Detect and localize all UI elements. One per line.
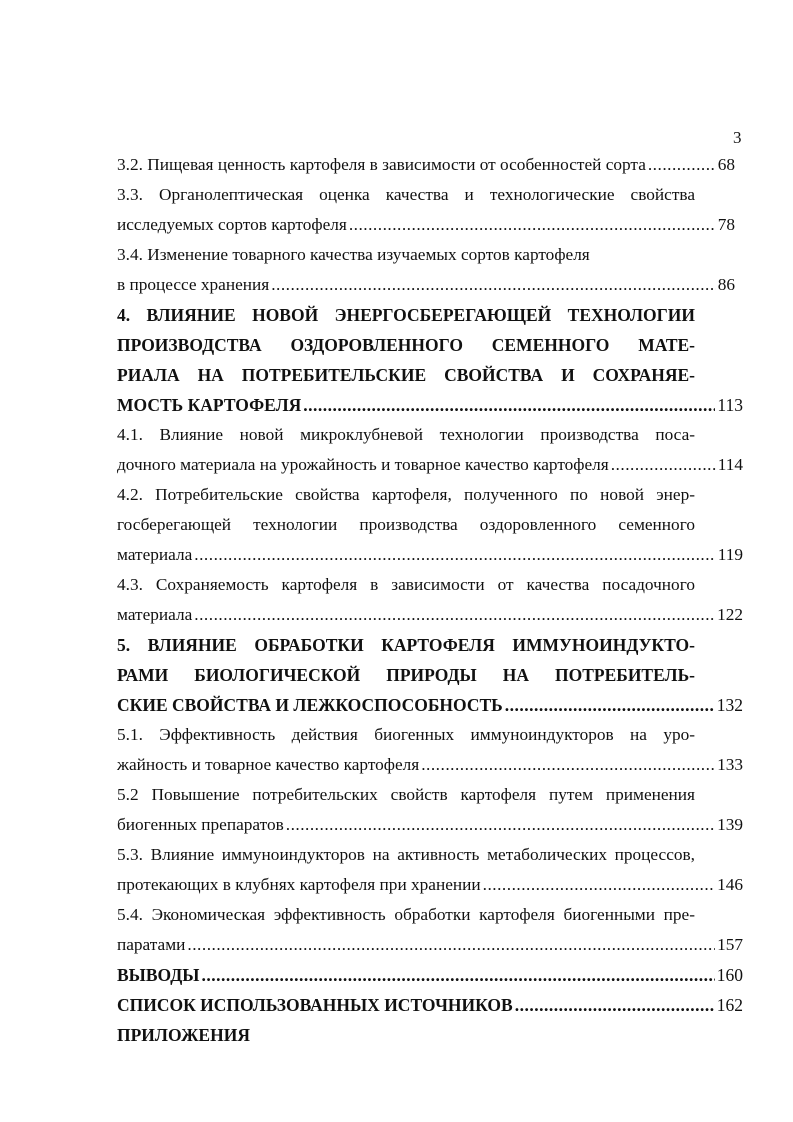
toc-entry-5-3-cont[interactable] bbox=[117, 872, 743, 898]
toc-page-number: 119 bbox=[717, 545, 743, 564]
dot-leader bbox=[515, 992, 715, 1018]
toc-entry-text: 4.1. Влияние новой микроклубневой технологии производства поса- bbox=[117, 425, 695, 444]
toc-entry-5-2-cont[interactable] bbox=[117, 812, 743, 838]
toc-entry-4-2[interactable] bbox=[117, 482, 695, 508]
toc-page-number: 86 bbox=[717, 275, 735, 294]
dot-leader bbox=[286, 812, 715, 838]
toc-entry-text: 3.2. Пищевая ценность картофеля в зависимости от особенностей сорта bbox=[117, 155, 646, 174]
toc-entry-text: материала bbox=[117, 545, 193, 564]
toc-entry-3-4[interactable] bbox=[117, 242, 590, 268]
toc-entry-text: дочного материала на урожайность и товарное качество картофеля bbox=[117, 455, 609, 474]
dot-leader bbox=[303, 392, 715, 418]
toc-entry-3-3[interactable] bbox=[117, 182, 695, 208]
toc-entry-4-1[interactable] bbox=[117, 422, 695, 448]
toc-page-number: 157 bbox=[717, 935, 743, 954]
toc-entry-text: материала bbox=[117, 605, 193, 624]
toc-page-number: 113 bbox=[717, 395, 743, 415]
toc-page-number: 68 bbox=[717, 155, 735, 174]
chapter-5-heading-line-2[interactable] bbox=[117, 662, 695, 688]
toc-entry-5-1[interactable] bbox=[117, 722, 695, 748]
toc-page-number: 78 bbox=[717, 215, 735, 234]
dot-leader bbox=[421, 752, 715, 778]
toc-entry-4-2-cont[interactable] bbox=[117, 542, 743, 568]
toc-page-number: 132 bbox=[716, 695, 743, 715]
toc-entry-text: 4.2. Потребительские свойства картофеля, полученного по новой энер- bbox=[117, 485, 695, 504]
toc-entry-text: 5.2 Повышение потребительских свойств картофеля путем применения bbox=[117, 785, 695, 804]
toc-page-number: 114 bbox=[717, 455, 743, 474]
appendices-heading[interactable] bbox=[117, 1022, 250, 1048]
toc-page-number: 122 bbox=[717, 605, 743, 624]
toc-entry-3-3-cont[interactable] bbox=[117, 212, 735, 238]
dot-leader bbox=[505, 692, 715, 718]
toc-entry-5-1-cont[interactable] bbox=[117, 752, 743, 778]
dot-leader bbox=[611, 452, 716, 478]
dot-leader bbox=[194, 602, 715, 628]
heading-text: СКИЕ СВОЙСТВА И ЛЕЖКОСПОСОБНОСТЬ bbox=[117, 695, 503, 715]
toc-entry-text: жайность и товарное качество картофеля bbox=[117, 755, 420, 774]
toc-entry-text: 3.4. Изменение товарного качества изучаемых сортов картофеля bbox=[117, 245, 590, 264]
chapter-4-heading-line-3[interactable] bbox=[117, 362, 695, 388]
toc-entry-text: в процессе хранения bbox=[117, 275, 270, 294]
heading-text: 4. ВЛИЯНИЕ НОВОЙ ЭНЕРГОСБЕРЕГАЮЩЕЙ ТЕХНОЛОГИИ bbox=[117, 305, 695, 325]
toc-entry-4-3-cont[interactable] bbox=[117, 602, 743, 628]
references-heading[interactable] bbox=[117, 992, 743, 1018]
heading-text: ВЫВОДЫ bbox=[117, 965, 200, 985]
toc-entry-text: 5.4. Экономическая эффективность обработки картофеля биогенными пре- bbox=[117, 905, 695, 924]
heading-text: 5. ВЛИЯНИЕ ОБРАБОТКИ КАРТОФЕЛЯ ИММУНОИНДУКТО- bbox=[117, 635, 695, 655]
chapter-4-heading-line-2[interactable] bbox=[117, 332, 695, 358]
toc-entry-text: 5.3. Влияние иммуноиндукторов на активность метаболических процессов, bbox=[117, 845, 695, 864]
heading-text: РИАЛА НА ПОТРЕБИТЕЛЬСКИЕ СВОЙСТВА И СОХРАНЯЕ- bbox=[117, 365, 695, 385]
toc-entry-text: паратами bbox=[117, 935, 186, 954]
dot-leader bbox=[271, 272, 716, 298]
toc-page-number: 133 bbox=[717, 755, 743, 774]
toc-entry-text: 5.1. Эффективность действия биогенных иммуноиндукторов на уро- bbox=[117, 725, 695, 744]
dot-leader bbox=[483, 872, 715, 898]
dot-leader bbox=[202, 962, 715, 988]
chapter-5-heading-line-3[interactable] bbox=[117, 692, 743, 718]
dot-leader bbox=[187, 932, 715, 958]
heading-text: ПРОИЗВОДСТВА ОЗДОРОВЛЕННОГО СЕМЕННОГО МАТЕ- bbox=[117, 335, 695, 355]
dot-leader bbox=[349, 212, 716, 238]
toc-entry-text: госберегающей технологии производства оздоровленного семенного bbox=[117, 515, 695, 534]
dot-leader bbox=[648, 152, 716, 178]
chapter-5-heading[interactable] bbox=[117, 632, 695, 658]
toc-entry-3-2[interactable] bbox=[117, 152, 735, 178]
toc-entry-text: биогенных препаратов bbox=[117, 815, 284, 834]
toc-entry-3-4-cont[interactable] bbox=[117, 272, 735, 298]
page-number: 3 bbox=[733, 128, 742, 147]
toc-entry-4-1-cont[interactable] bbox=[117, 452, 743, 478]
toc-page-number: 146 bbox=[717, 875, 743, 894]
toc-entry-4-2-line-2[interactable] bbox=[117, 512, 695, 538]
chapter-4-heading-line-4[interactable] bbox=[117, 392, 743, 418]
toc-entry-5-4-cont[interactable] bbox=[117, 932, 743, 958]
toc-page-number: 160 bbox=[716, 965, 743, 985]
dot-leader bbox=[194, 542, 715, 568]
toc-entry-text: 3.3. Органолептическая оценка качества и технологические свойства bbox=[117, 185, 695, 204]
toc-page-number: 139 bbox=[717, 815, 743, 834]
toc-entry-text: 4.3. Сохраняемость картофеля в зависимости от качества посадочного bbox=[117, 575, 695, 594]
conclusions-heading[interactable] bbox=[117, 962, 743, 988]
toc-entry-5-3[interactable] bbox=[117, 842, 695, 868]
toc-entry-5-2[interactable] bbox=[117, 782, 695, 808]
toc-entry-text: исследуемых сортов картофеля bbox=[117, 215, 347, 234]
chapter-4-heading[interactable] bbox=[117, 302, 695, 328]
toc-entry-4-3[interactable] bbox=[117, 572, 695, 598]
toc-entry-text: протекающих в клубнях картофеля при хранении bbox=[117, 875, 481, 894]
toc-page-number: 162 bbox=[716, 995, 743, 1015]
heading-text: РАМИ БИОЛОГИЧЕСКОЙ ПРИРОДЫ НА ПОТРЕБИТЕЛЬ- bbox=[117, 665, 695, 685]
toc-entry-5-4[interactable] bbox=[117, 902, 695, 928]
heading-text: МОСТЬ КАРТОФЕЛЯ bbox=[117, 395, 302, 415]
heading-text: СПИСОК ИСПОЛЬЗОВАННЫХ ИСТОЧНИКОВ bbox=[117, 995, 513, 1015]
heading-text: ПРИЛОЖЕНИЯ bbox=[117, 1025, 250, 1045]
